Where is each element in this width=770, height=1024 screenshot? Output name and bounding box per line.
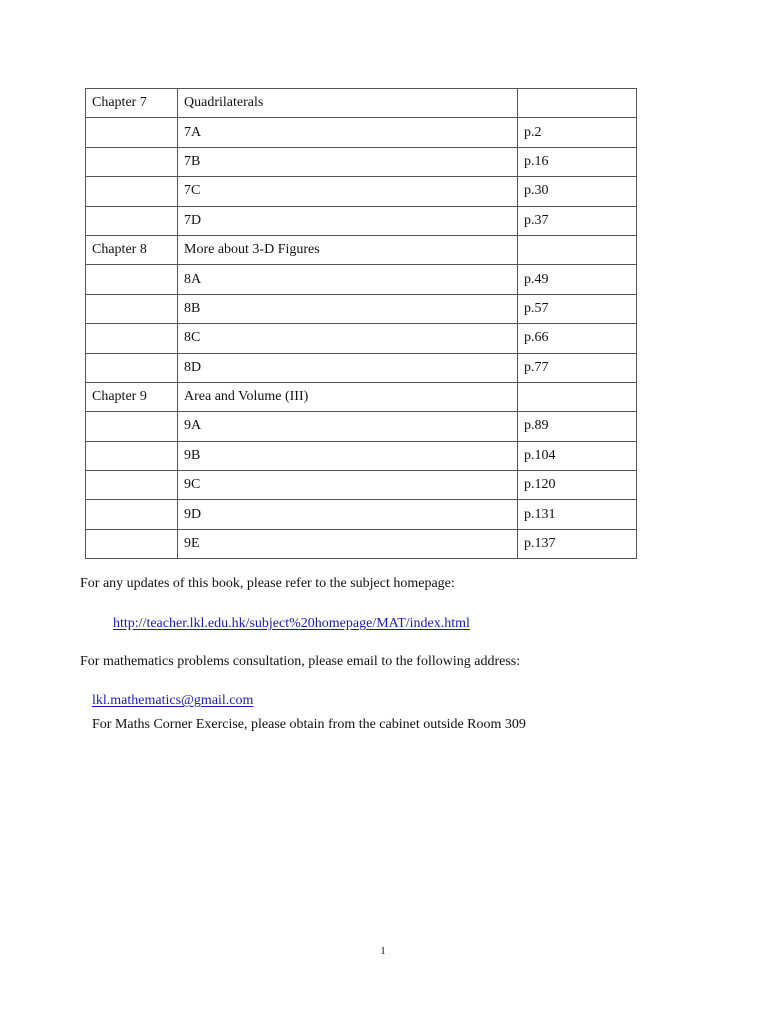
page-cell: p.16 (518, 147, 637, 176)
table-row (86, 147, 637, 176)
page-cell: p.77 (518, 353, 637, 382)
section-cell: 9B (178, 441, 518, 470)
section-cell: 7C (178, 177, 518, 206)
chapter-cell: Chapter 7 (86, 89, 178, 118)
section-cell: 7B (178, 147, 518, 176)
page-cell (518, 89, 637, 118)
page-cell: p.37 (518, 206, 637, 235)
section-cell: 7A (178, 118, 518, 147)
page-cell: p.57 (518, 294, 637, 323)
page-number: 1 (380, 945, 386, 957)
chapter-cell (86, 500, 178, 529)
page-cell: p.89 (518, 412, 637, 441)
table-row (86, 294, 637, 323)
chapter-cell: Chapter 8 (86, 235, 178, 264)
table-row (86, 412, 637, 441)
chapter-cell (86, 471, 178, 500)
table-row (86, 265, 637, 294)
table-row (86, 118, 637, 147)
section-cell: 7D (178, 206, 518, 235)
chapter-cell (86, 324, 178, 353)
chapter-cell: Chapter 9 (86, 382, 178, 411)
table-row (86, 441, 637, 470)
page-cell: p.66 (518, 324, 637, 353)
table-row (86, 500, 637, 529)
section-cell: 9C (178, 471, 518, 500)
section-cell: 9D (178, 500, 518, 529)
section-cell: 8D (178, 353, 518, 382)
table-row (86, 382, 637, 411)
chapter-cell (86, 353, 178, 382)
homepage-link[interactable]: http://teacher.lkl.edu.hk/subject%20homepage/MAT/index.html (113, 616, 470, 631)
chapter-cell (86, 529, 178, 558)
chapter-cell (86, 294, 178, 323)
table-row (86, 89, 637, 118)
table-row (86, 324, 637, 353)
chapter-cell (86, 265, 178, 294)
contents-table (85, 88, 637, 559)
chapter-cell (86, 118, 178, 147)
section-cell: 9E (178, 529, 518, 558)
page-cell (518, 382, 637, 411)
section-cell: 8A (178, 265, 518, 294)
table-row (86, 471, 637, 500)
table-row (86, 529, 637, 558)
page-cell: p.131 (518, 500, 637, 529)
section-cell: Quadrilaterals (178, 89, 518, 118)
chapter-cell (86, 441, 178, 470)
chapter-cell (86, 147, 178, 176)
consultation-note: For mathematics problems consultation, please email to the following address: (80, 654, 521, 669)
section-cell: 8C (178, 324, 518, 353)
page-cell: p.104 (518, 441, 637, 470)
chapter-cell (86, 206, 178, 235)
page-cell: p.2 (518, 118, 637, 147)
table-row (86, 177, 637, 206)
maths-corner-note: For Maths Corner Exercise, please obtain from the cabinet outside Room 309 (92, 717, 526, 732)
contents-table-body (86, 89, 637, 559)
table-row (86, 206, 637, 235)
section-cell: 8B (178, 294, 518, 323)
page-cell: p.120 (518, 471, 637, 500)
page-cell: p.137 (518, 529, 637, 558)
chapter-cell (86, 177, 178, 206)
page-cell: p.49 (518, 265, 637, 294)
section-cell: Area and Volume (III) (178, 382, 518, 411)
email-link[interactable]: lkl.mathematics@gmail.com (92, 693, 254, 708)
table-row (86, 353, 637, 382)
page-cell: p.30 (518, 177, 637, 206)
chapter-cell (86, 412, 178, 441)
table-row (86, 235, 637, 264)
section-cell: More about 3-D Figures (178, 235, 518, 264)
updates-note: For any updates of this book, please refer to the subject homepage: (80, 576, 455, 591)
page-cell (518, 235, 637, 264)
section-cell: 9A (178, 412, 518, 441)
